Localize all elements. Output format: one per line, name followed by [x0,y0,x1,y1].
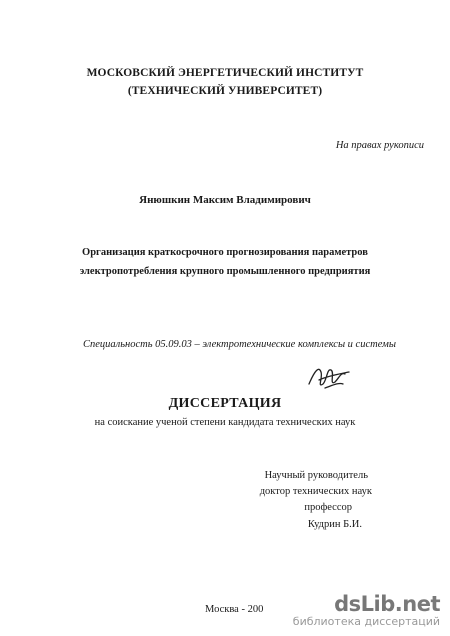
institute-name-line2: (ТЕХНИЧЕСКИЙ УНИВЕРСИТЕТ) [127,85,323,97]
watermark-logo-main: dsLib [334,592,395,616]
supervisor-title: профессор [304,502,352,513]
watermark-logo-suffix: .net [394,592,440,616]
author-name: Янюшкин Максим Владимирович [139,194,311,206]
dissertation-topic-line2: электропотребления крупного промышленного предприятия [79,266,371,277]
watermark-logo [293,593,440,615]
supervisor-degree: доктор технических наук [259,486,372,497]
city-year: Москва - 200 [205,604,264,615]
institute-name-line1: МОСКОВСКИЙ ЭНЕРГЕТИЧЕСКИЙ ИНСТИТУТ [86,67,364,79]
specialty-line: Специальность 05.09.03 – электротехнические комплексы и системы [83,339,396,350]
dslib-watermark [293,593,440,629]
handwritten-signature-icon [305,360,353,396]
degree-line: на соискание ученой степени кандидата технических наук [94,417,356,428]
supervisor-name: Кудрин Б.И. [307,519,362,530]
manuscript-rights-note: На правах рукописи [335,140,424,151]
dissertation-topic-line1: Организация краткосрочного прогнозирования параметров [82,247,368,258]
document-type-heading: ДИССЕРТАЦИЯ [168,396,282,411]
supervisor-role: Научный руководитель [264,470,368,481]
watermark-subtitle: библиотека диссертаций [292,615,440,628]
